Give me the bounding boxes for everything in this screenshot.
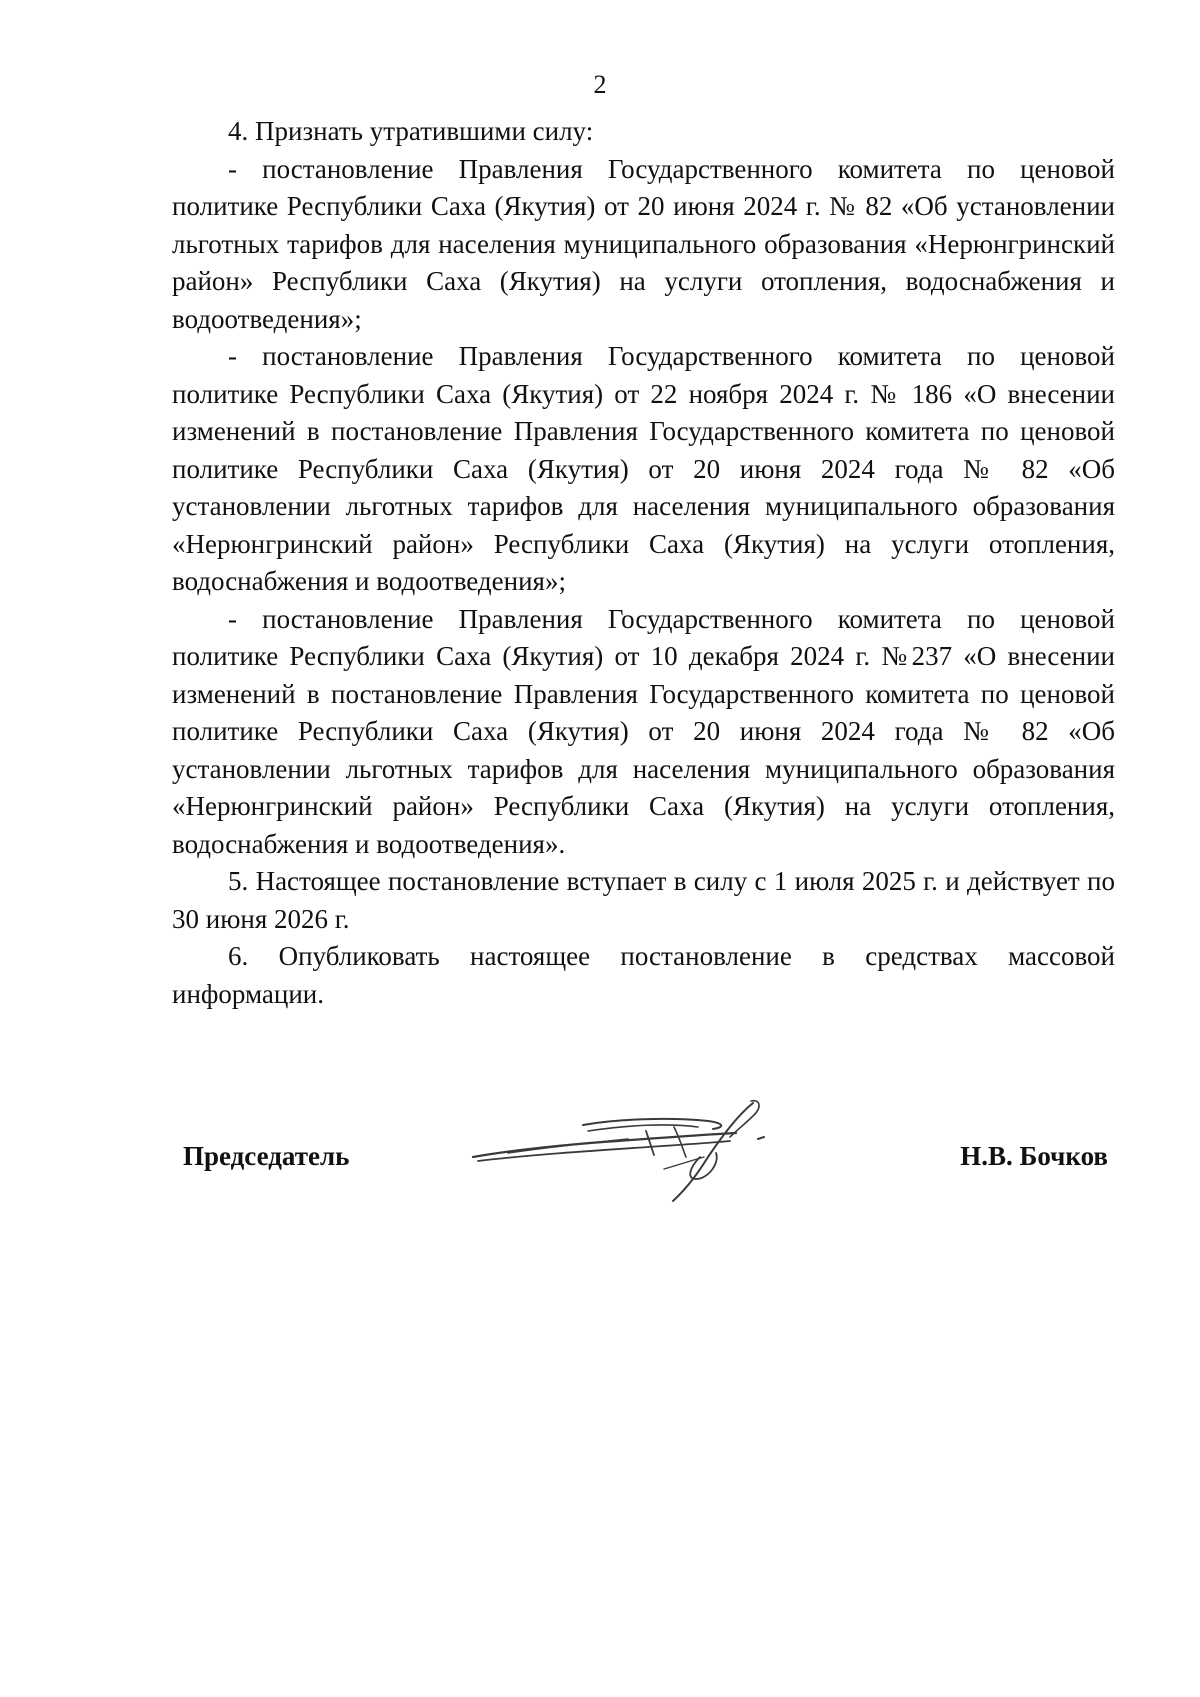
- handwritten-signature-icon: [468, 1095, 778, 1205]
- signer-title: Председатель: [183, 1141, 350, 1171]
- page-number: 2: [593, 70, 607, 99]
- document-body: [172, 113, 1115, 1013]
- paragraph-repeal-1: - постановление Правления Государственного комитета по ценовой политике Республики Саха (Якутия) от 20 июня 2024 г. № 82 «Об установлении льготных тарифов для населения муниципального образования «Нерюнгринский район» Республики Саха (Якутия) на услуги отопления, водоснабжения и водоотведения»;: [172, 153, 1115, 334]
- signer-name: Н.В. Бочков: [960, 1141, 1108, 1171]
- paragraph-repeal-3: - постановление Правления Государственного комитета по ценовой политике Республики Саха (Якутия) от 10 декабря 2024 г. №237 «О внесении изменений в постановление Правления Государственного комитета по ценовой политике Республики Саха (Якутия) от 20 июня 2024 года № 82 «Об установлении льготных тарифов для населения муниципального образования «Нерюнгринский район» Республики Саха (Якутия) на услуги отопления, водоснабжения и водоотведения».: [172, 603, 1115, 859]
- paragraph-item-4: 4. Признать утратившими силу:: [228, 116, 594, 146]
- paragraph-item-6: 6. Опубликовать настоящее постановление в средствах массовой информации.: [172, 941, 1115, 1009]
- signature-block: [183, 1095, 1108, 1215]
- paragraph-repeal-2: - постановление Правления Государственного комитета по ценовой политике Республики Саха (Якутия) от 22 ноября 2024 г. № 186 «О внесении изменений в постановление Правления Государственного комитета по ценовой политике Республики Саха (Якутия) от 20 июня 2024 года № 82 «Об установлении льготных тарифов для населения муниципального образования «Нерюнгринский район» Республики Саха (Якутия) на услуги отопления, водоснабжения и водоотведения»;: [172, 341, 1115, 596]
- paragraph-item-5: 5. Настоящее постановление вступает в силу с 1 июля 2025 г. и действует по 30 июня 2026 г.: [172, 866, 1115, 934]
